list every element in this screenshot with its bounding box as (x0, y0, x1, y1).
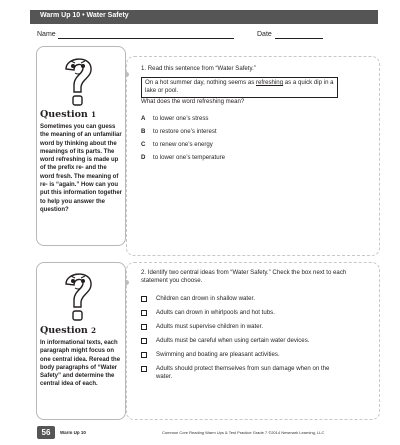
question-2-prompt: 2. Identify two central ideas from “Water Safety.” Check the box next to each statement you choose. (141, 269, 347, 285)
checklist-item[interactable]: Adults should protect themselves from sun damage when on the water. (141, 365, 343, 382)
quoted-sentence-box: On a hot summer day, nothing seems as refreshing as a quick dip in a lake or pool. (141, 77, 338, 98)
hint-title-1: Question 1 (40, 109, 97, 120)
checkbox[interactable] (141, 296, 147, 302)
question-1-stem: What does the word refreshing mean? (141, 98, 245, 105)
name-label: Name (37, 31, 56, 38)
checkbox[interactable] (141, 324, 147, 330)
answer-option-d[interactable]: D to lower one’s temperature (141, 154, 226, 161)
question-mark-icon (52, 51, 104, 111)
hint-text-1: Sometimes you can guess the meaning of an unfamiliar word by thinking about the meanings of its parts. The word refreshing is made up of the prefix re- and the word fresh. The meaning of re- is “again.” How can you put this information together to help you answer the question? (40, 124, 122, 213)
hint-title-2: Question 2 (40, 325, 97, 336)
answer-option-a[interactable]: A to lower one’s stress (141, 115, 209, 122)
date-label: Date (257, 31, 272, 38)
checkbox[interactable] (141, 338, 147, 344)
answer-option-b[interactable]: B to restore one’s interest (141, 128, 217, 135)
checklist-item[interactable]: Swimming and boating are pleasant activities. (141, 351, 343, 359)
checkbox[interactable] (141, 352, 147, 358)
page-number: 56 (37, 426, 55, 439)
question-mark-icon (52, 266, 104, 326)
hint-text-2: In informational texts, each paragraph might focus on one central idea. Reread the body paragraphs of “Water Safety” and determine the central idea of each. (40, 340, 121, 388)
date-field[interactable] (275, 38, 323, 39)
checkbox[interactable] (141, 310, 147, 316)
name-field[interactable] (58, 38, 234, 39)
footer-credit: Common Core Reading Warm Ups & Test Practice Grade 7 ©2014 Newmark Learning, LLC (162, 430, 325, 435)
question-1-prompt: 1. Read this sentence from “Water Safety.” (141, 65, 256, 72)
answer-option-c[interactable]: C to renew one’s energy (141, 141, 213, 148)
checkbox[interactable] (141, 366, 147, 372)
header-bar (30, 10, 378, 24)
footer-title: Warm Up 10 (60, 430, 86, 435)
header-title: Warm Up 10 • Water Safety (40, 12, 129, 19)
checklist-item[interactable]: Adults can drown in whirlpools and hot tubs. (141, 309, 343, 317)
checklist-item[interactable]: Adults must supervise children in water. (141, 323, 343, 331)
hint-box-2 (36, 262, 126, 420)
hint-box-1 (36, 46, 126, 246)
checklist-item[interactable]: Adults must be careful when using certain water devices. (141, 337, 343, 345)
checklist-item[interactable]: Children can drown in shallow water. (141, 295, 343, 303)
